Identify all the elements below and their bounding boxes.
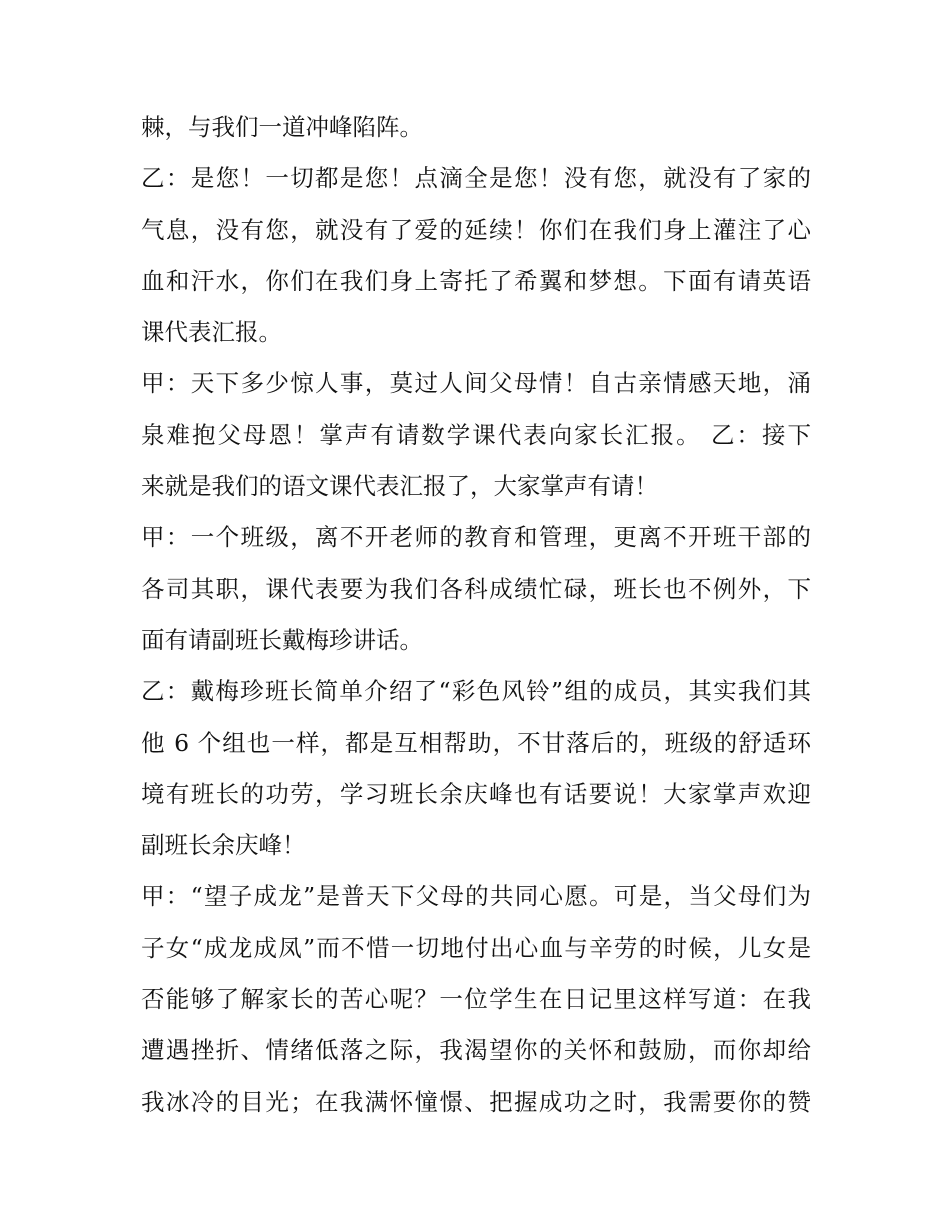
text-line: 甲：一个班级，离不开老师的教育和管理，更离不开班干部的 [141, 523, 811, 552]
text-line: 面有请副班长戴梅珍讲话。 [141, 625, 423, 654]
text-line: 甲：天下多少惊人事，莫过人间父母情！自古亲情感天地，涌 [141, 369, 811, 398]
document-body [141, 102, 811, 1128]
text-line: 子女“成龙成凤”而不惜一切地付出心血与辛劳的时候，儿女是 [141, 933, 811, 962]
text-line: 乙：是您！一切都是您！点滴全是您！没有您，就没有了家的 [141, 164, 811, 193]
text-line: 我冰冷的目光；在我满怀憧憬、把握成功之时，我需要你的赞 [141, 1087, 811, 1116]
text-line: 副班长余庆峰！ [141, 831, 306, 860]
text-line: 各司其职，课代表要为我们各科成绩忙碌，班长也不例外，下 [141, 574, 811, 603]
text-line: 泉难抱父母恩！掌声有请数学课代表向家长汇报。 乙：接下 [141, 420, 811, 449]
text-line: 来就是我们的语文课代表汇报了，大家掌声有请！ [141, 472, 658, 501]
text-line: 血和汗水，你们在我们身上寄托了希翼和梦想。下面有请英语 [141, 266, 811, 295]
text-line: 乙：戴梅珍班长简单介绍了“彩色风铃”组的成员，其实我们其 [141, 677, 811, 706]
text-line: 课代表汇报。 [141, 318, 282, 347]
text-line: 棘，与我们一道冲峰陷阵。 [141, 113, 423, 141]
text-line: 气息，没有您，就没有了爱的延续！你们在我们身上灌注了心 [141, 215, 811, 244]
text-line: 否能够了解家长的苦心呢？一位学生在日记里这样写道：在我 [141, 985, 811, 1014]
text-line: 遭遇挫折、情绪低落之际，我渴望你的关怀和鼓励，而你却给 [141, 1036, 811, 1065]
text-line: 甲：“望子成龙”是普天下父母的共同心愿。可是，当父母们为 [141, 882, 811, 911]
text-line: 他 6 个组也一样，都是互相帮助，不甘落后的，班级的舒适环 [141, 728, 811, 757]
text-line: 境有班长的功劳，学习班长余庆峰也有话要说！大家掌声欢迎 [141, 779, 811, 808]
